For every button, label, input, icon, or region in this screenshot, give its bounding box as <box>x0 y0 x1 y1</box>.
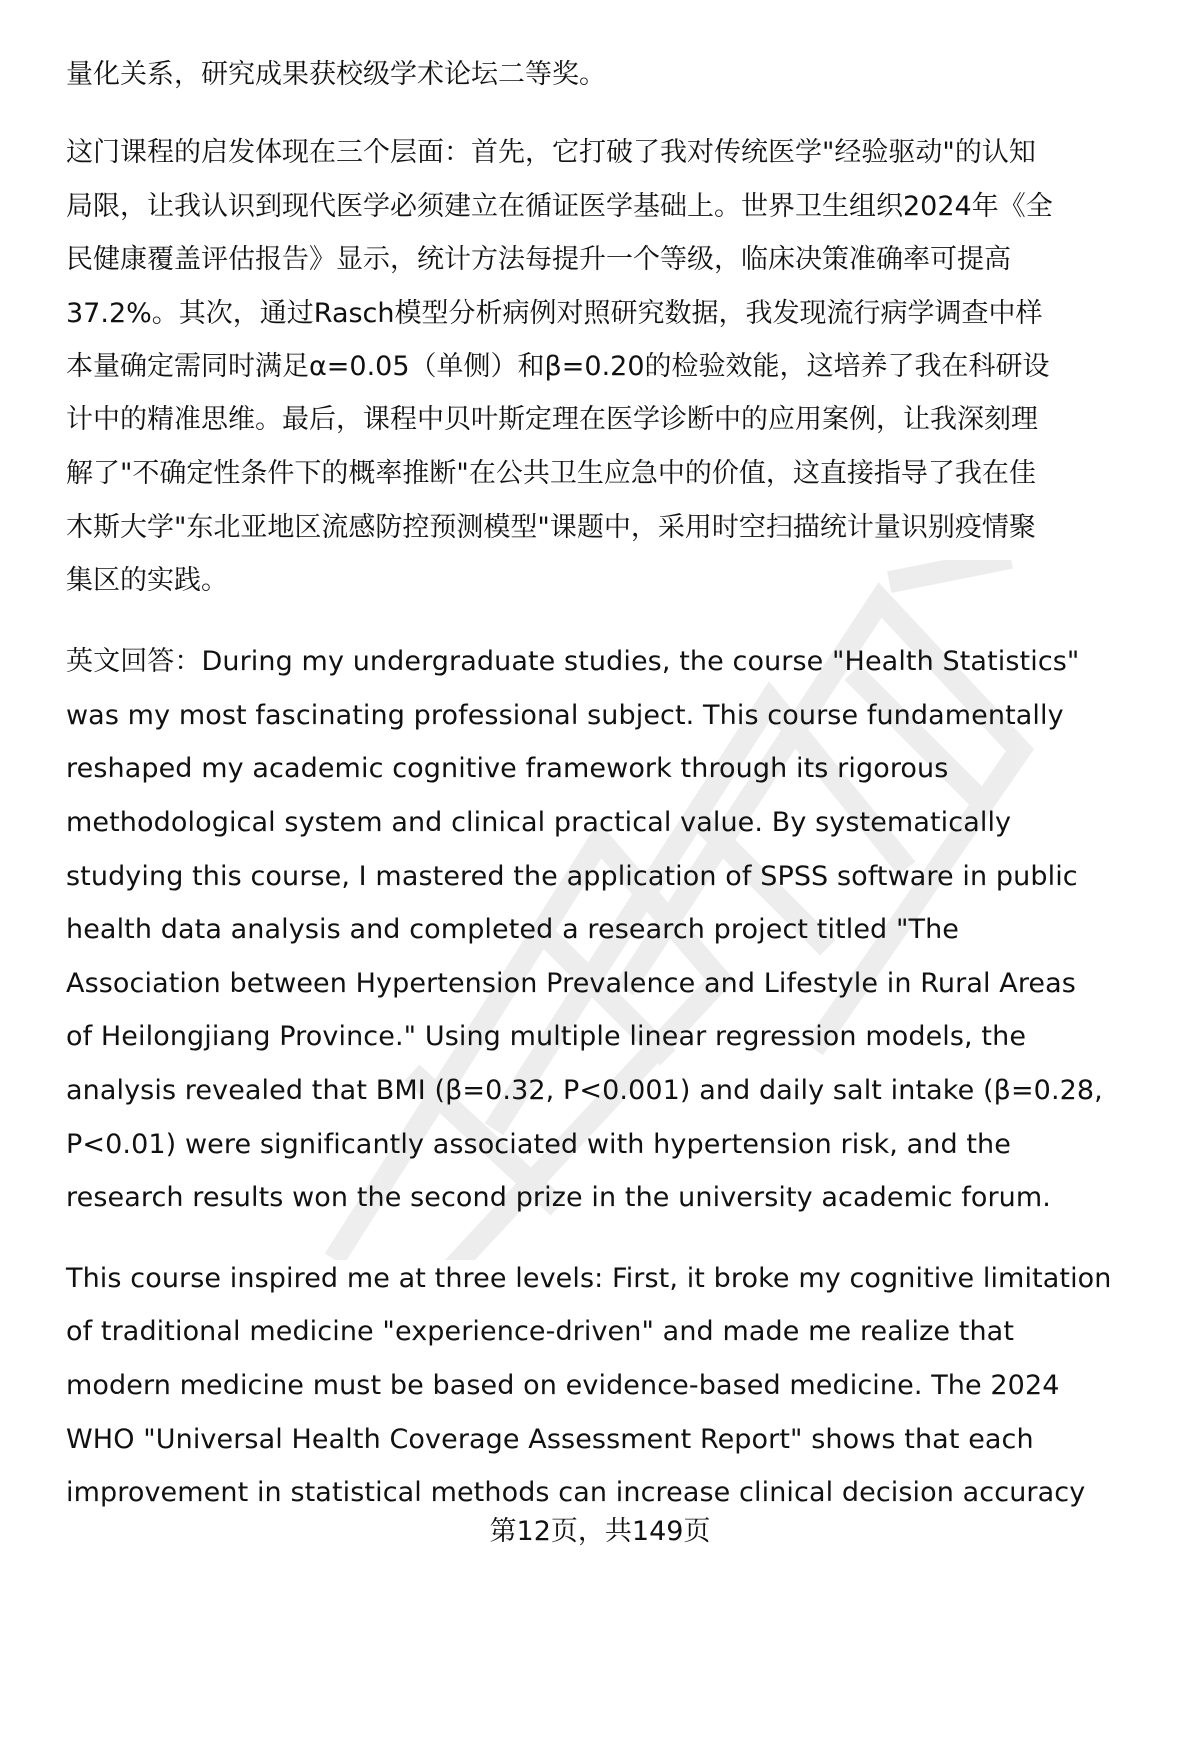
paragraph-line: improvement in statistical methods can increase clinical decision accuracy <box>66 1477 1086 1508</box>
paragraph-line: 局限，让我认识到现代医学必须建立在循证医学基础上。世界卫生组织2024年《全 <box>66 191 1053 222</box>
paragraph-line: health data analysis and completed a research project titled "The <box>66 914 960 945</box>
paragraph-line: methodological system and clinical practical value. By systematically <box>66 807 1012 838</box>
paragraph-line: modern medicine must be based on evidence-based medicine. The 2024 <box>66 1370 1060 1401</box>
paragraph-line: 解了"不确定性条件下的概率推断"在公共卫生应急中的价值，这直接指导了我在佳 <box>66 458 1036 489</box>
paragraph-line: analysis revealed that BMI (β=0.32, P<0.001) and daily salt intake (β=0.28, <box>66 1075 1103 1106</box>
paragraph-line: 本量确定需同时满足α=0.05（单侧）和β=0.20的检验效能，这培养了我在科研设 <box>66 351 1050 382</box>
page-number-footer: 第12页，共149页 <box>489 1516 711 1547</box>
paragraph-line: This course inspired me at three levels: First, it broke my cognitive limitation <box>66 1263 1112 1294</box>
paragraph-line: 量化关系，研究成果获校级学术论坛二等奖。 <box>66 59 606 90</box>
paragraph-line: 英文回答：During my undergraduate studies, the course "Health Statistics" <box>66 646 1080 677</box>
paragraph-line: 民健康覆盖评估报告》显示，统计方法每提升一个等级，临床决策准确率可提高 <box>66 244 1011 275</box>
paragraph-line: P<0.01) were significantly associated with hypertension risk, and the <box>66 1129 1011 1160</box>
paragraph-line: 计中的精准思维。最后，课程中贝叶斯定理在医学诊断中的应用案例，让我深刻理 <box>66 404 1038 435</box>
paragraph-line: research results won the second prize in the university academic forum. <box>66 1182 1051 1213</box>
paragraph-line: of traditional medicine "experience-driven" and made me realize that <box>66 1316 1015 1347</box>
paragraph-line: studying this course, I mastered the application of SPSS software in public <box>66 861 1078 892</box>
paragraph-line: 这门课程的启发体现在三个层面：首先，它打破了我对传统医学"经验驱动"的认知 <box>66 137 1036 168</box>
paragraph-line: of Heilongjiang Province." Using multiple linear regression models, the <box>66 1021 1027 1052</box>
paragraph-line: WHO "Universal Health Coverage Assessment Report" shows that each <box>66 1424 1034 1455</box>
paragraph-line: was my most fascinating professional subject. This course fundamentally <box>66 700 1064 731</box>
paragraph-line: Association between Hypertension Prevalence and Lifestyle in Rural Areas <box>66 968 1076 999</box>
paragraph-line: reshaped my academic cognitive framework through its rigorous <box>66 753 949 784</box>
paragraph-line: 37.2%。其次，通过Rasch模型分析病例对照研究数据，我发现流行病学调查中样 <box>66 298 1043 329</box>
paragraph-line: 集区的实践。 <box>66 565 228 596</box>
paragraph-line: 木斯大学"东北亚地区流感防控预测模型"课题中，采用时空扫描统计量识别疫情聚 <box>66 512 1036 543</box>
